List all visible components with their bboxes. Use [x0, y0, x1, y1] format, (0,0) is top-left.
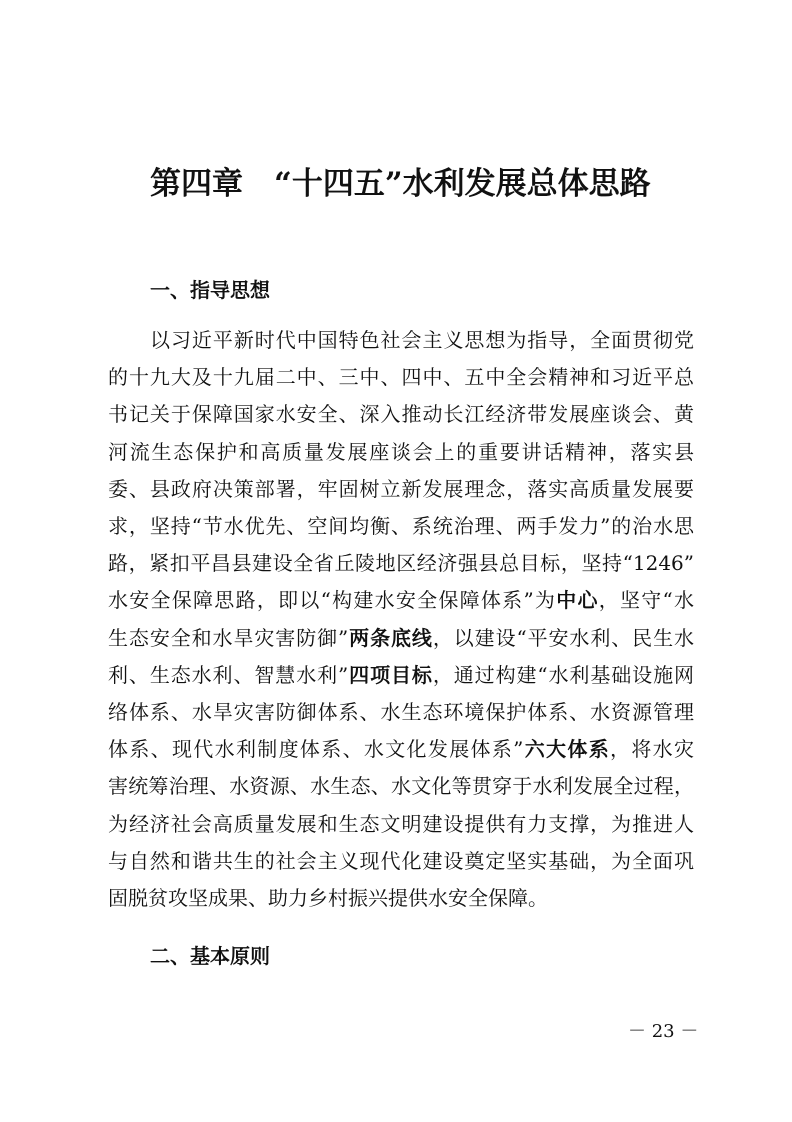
body-text: 害统筹治理、水资源、水生态、水文化等贯穿于水利发展全过程，: [108, 774, 694, 799]
body-text: ，通过构建“水利基础设施网: [432, 662, 694, 687]
emphasis-text: 中心: [556, 588, 599, 613]
paragraph-line: [108, 849, 694, 873]
body-text: 求，坚持“节水优先、空间均衡、系统治理、两手发力”的治水思: [108, 514, 694, 538]
body-text: 河流生态保护和高质量发展座谈会上的重要讲话精神，落实县: [108, 439, 694, 464]
paragraph-line: [108, 402, 694, 426]
body-text: 委、县政府决策部署，牢固树立新发展理念，落实高质量发展要: [108, 476, 694, 501]
body-text: 利、生态水利、智慧水利”: [108, 662, 349, 687]
body-text: 络体系、水旱灾害防御体系、水生态环境保护体系、水资源管理: [108, 700, 694, 724]
body-text: 为经济社会高质量发展和生态文明建设提供有力支撑，为推进人: [108, 811, 694, 836]
body-text: ，坚守“水: [598, 588, 695, 613]
paragraph-line: [108, 626, 694, 650]
body-text: 的十九大及十九届二中、三中、四中、五中全会精神和习近平总: [108, 365, 694, 390]
page-number: － 23 －: [628, 1021, 699, 1042]
emphasis-text: 两条底线: [348, 625, 433, 650]
paragraph-line: [108, 514, 694, 538]
body-text: 体系、现代水利制度体系、水文化发展体系”: [108, 737, 524, 762]
section-heading-guiding-ideology: 一、指导思想: [150, 278, 270, 302]
paragraph-line: [108, 700, 694, 724]
paragraph-line: [108, 774, 694, 798]
body-text: 与自然和谐共生的社会主义现代化建设奠定坚实基础，为全面巩: [108, 848, 694, 873]
chapter-title: 第四章 “十四五”水利发展总体思路: [150, 166, 651, 202]
body-text: 固脱贫攻坚成果、助力乡村振兴提供水安全保障。: [108, 886, 548, 910]
body-text: 水安全保障思路，即以“构建水安全保障体系”为: [108, 588, 557, 613]
body-text: 生态安全和水旱灾害防御”: [108, 625, 349, 650]
body-text: 以习近平新时代中国特色社会主义思想为指导，全面贯彻党: [150, 328, 694, 352]
body-text: 路，紧扣平昌县建设全省丘陵地区经济强县总目标，坚持“1246”: [108, 551, 694, 576]
body-text: 书记关于保障国家水安全、深入推动长江经济带发展座谈会、黄: [108, 402, 694, 427]
paragraph-line: [108, 588, 694, 612]
paragraph-line: [108, 737, 694, 761]
paragraph-line: [150, 328, 694, 352]
body-text: ，以建设“平安水利、民生水: [432, 625, 694, 650]
emphasis-text: 六大体系: [523, 737, 611, 762]
paragraph-line: [108, 551, 694, 575]
paragraph-line: [108, 365, 694, 389]
paragraph-line: [108, 886, 694, 910]
section-heading-basic-principles: 二、基本原则: [150, 944, 270, 968]
paragraph-line: [108, 477, 694, 501]
paragraph-line: [108, 663, 694, 687]
paragraph-line: [108, 812, 694, 836]
paragraph-line: [108, 440, 694, 464]
body-text: ，将水灾: [610, 737, 695, 762]
emphasis-text: 四项目标: [348, 662, 433, 687]
